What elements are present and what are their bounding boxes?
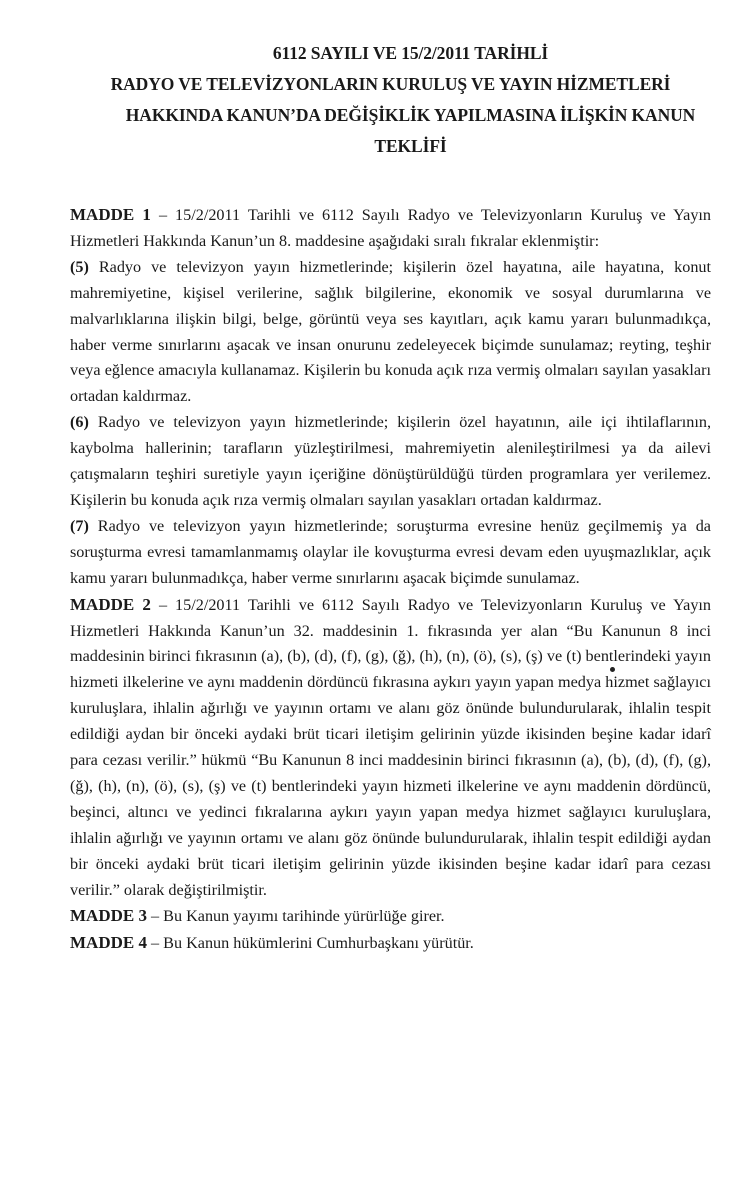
- fikra-7-label: (7): [70, 516, 89, 535]
- fikra-6-label: (6): [70, 413, 89, 432]
- madde-4-text: – Bu Kanun hükümlerini Cumhurbaşkanı yürütür.: [146, 934, 474, 953]
- madde-2-text: – 15/2/2011 Tarihli ve 6112 Sayılı Radyo ve Televizyonların Kuruluş ve Yayın Hizmetleri Hakkında Kanun’un 32. maddesinin 1. fıkrasında yer alan “Bu Kanunun 8 inci maddesinin birinci fıkrasının (a), (b), (d), (f), (g), (ğ), (h), (n), (ö), (s), (ş) ve (t) bentlerindeki yayın hizmeti ilkelerine ve aynı maddenin dördüncü fıkrasına aykırı yayın yapan medya hizmet sağlayıcı kuruluşlara, ihlalin ağırlığı ve yayının ortamı ve alanı göz önünde bulundurularak, ihlalin tespit edildiği aydan bir önceki aydaki brüt ticari iletişim gelirinin yüzde ikisinden beşine kadar idarî para cezası verilir.” hükmü “Bu Kanunun 8 inci maddesinin birinci fıkrasının (a), (b), (d), (f), (g), (ğ), (h), (n), (ö), (s), (ş) ve (t) bentlerindeki yayın hizmeti ilkelerine ve aynı maddenin dördüncü, beşinci, altıncı ve yedinci fıkralarına aykırı yayın yapan medya hizmet sağlayıcı kuruluşlara, ihlalin ağırlığı ve yayının ortamı ve alanı göz önünde bulundurularak, ihlalin tespit edildiği aydan bir önceki aydaki brüt ticari iletişim gelirinin yüzde ikisinden beşine kadar idarî para cezası verilir.” olarak değiştirilmiştir.: [70, 595, 712, 899]
- madde-1-intro: [70, 202, 711, 255]
- madde-3-label: MADDE 3: [70, 906, 147, 926]
- madde-1-intro-text: – 15/2/2011 Tarihli ve 6112 Sayılı Radyo ve Televizyonların Kuruluş ve Yayın Hizmetleri Hakkında Kanun’un 8. maddesine aşağıdaki sıralı fıkralar eklenmiştir:: [70, 206, 712, 250]
- fikra-5-label: (5): [70, 257, 89, 276]
- fikra-5-text: Radyo ve televizyon yayın hizmetlerinde; kişilerin özel hayatına, aile hayatına, konut mahremiyetine, kişisel verilerine, sağlık bilgilerine, ekonomik ve sosyal durumlarına ve malvarlıklarına ilişkin bilgi, belge, görüntü veya ses kayıtları, açık kamu yararı bulunmadıkça, haber verme sınırlarını aşacak ve insan onurunu zedeleyecek biçimde sunulamaz; reyting, teşhir veya eğlence amacıyla kullanamaz. Kişilerin bu konuda açık rıza vermiş olmaları sayılan yasakları ortadan kaldırmaz.: [70, 257, 711, 406]
- madde-2-label: MADDE 2: [70, 594, 151, 614]
- fikra-6: [70, 410, 711, 514]
- madde-2: [70, 592, 711, 904]
- document-body: [70, 202, 711, 957]
- madde-1-label: MADDE 1: [70, 205, 151, 224]
- document-title: [70, 38, 711, 162]
- fikra-6-text: Radyo ve televizyon yayın hizmetlerinde; kişilerin özel hayatının, aile içi ihtilaflarının, kaybolma hallerinin; tarafların yüzleştirilmesi, mahremiyetin alenileştirilmesi ya da ailevi çatışmaların teşhiri suretiyle yayın içeriğine dönüştürüldüğü türden programlara yer verilemez. Kişilerin bu konuda açık rıza vermiş olmaları sayılan yasakları ortadan kaldırmaz.: [70, 413, 711, 509]
- madde-4: [70, 930, 711, 957]
- title-line-3: HAKKINDA KANUN’DA DEĞİŞİKLİK YAPILMASINA İLİŞKİN KANUN TEKLİFİ: [125, 105, 696, 156]
- madde-4-label: MADDE 4: [70, 933, 147, 953]
- fikra-7: [70, 514, 711, 592]
- fikra-7-text: Radyo ve televizyon yayın hizmetlerinde; soruşturma evresine henüz geçilmemiş ya da soruşturma evresi tamamlanmamış olaylar ile kovuşturma evresi devam eden uyuşmazlıklar, açık kamu yararı bulunmadıkça, haber verme sınırlarını aşacak biçimde sunulamaz.: [70, 516, 711, 587]
- title-line-1: 6112 SAYILI VE 15/2/2011 TARİHLİ: [272, 43, 549, 63]
- madde-3-text: – Bu Kanun yayımı tarihinde yürürlüğe girer.: [146, 907, 445, 926]
- fikra-5: [70, 255, 711, 410]
- ink-dot-mark: [610, 667, 615, 672]
- title-line-2: RADYO VE TELEVİZYONLARIN KURULUŞ VE YAYIN HİZMETLERİ: [110, 74, 671, 94]
- madde-3: [70, 903, 711, 930]
